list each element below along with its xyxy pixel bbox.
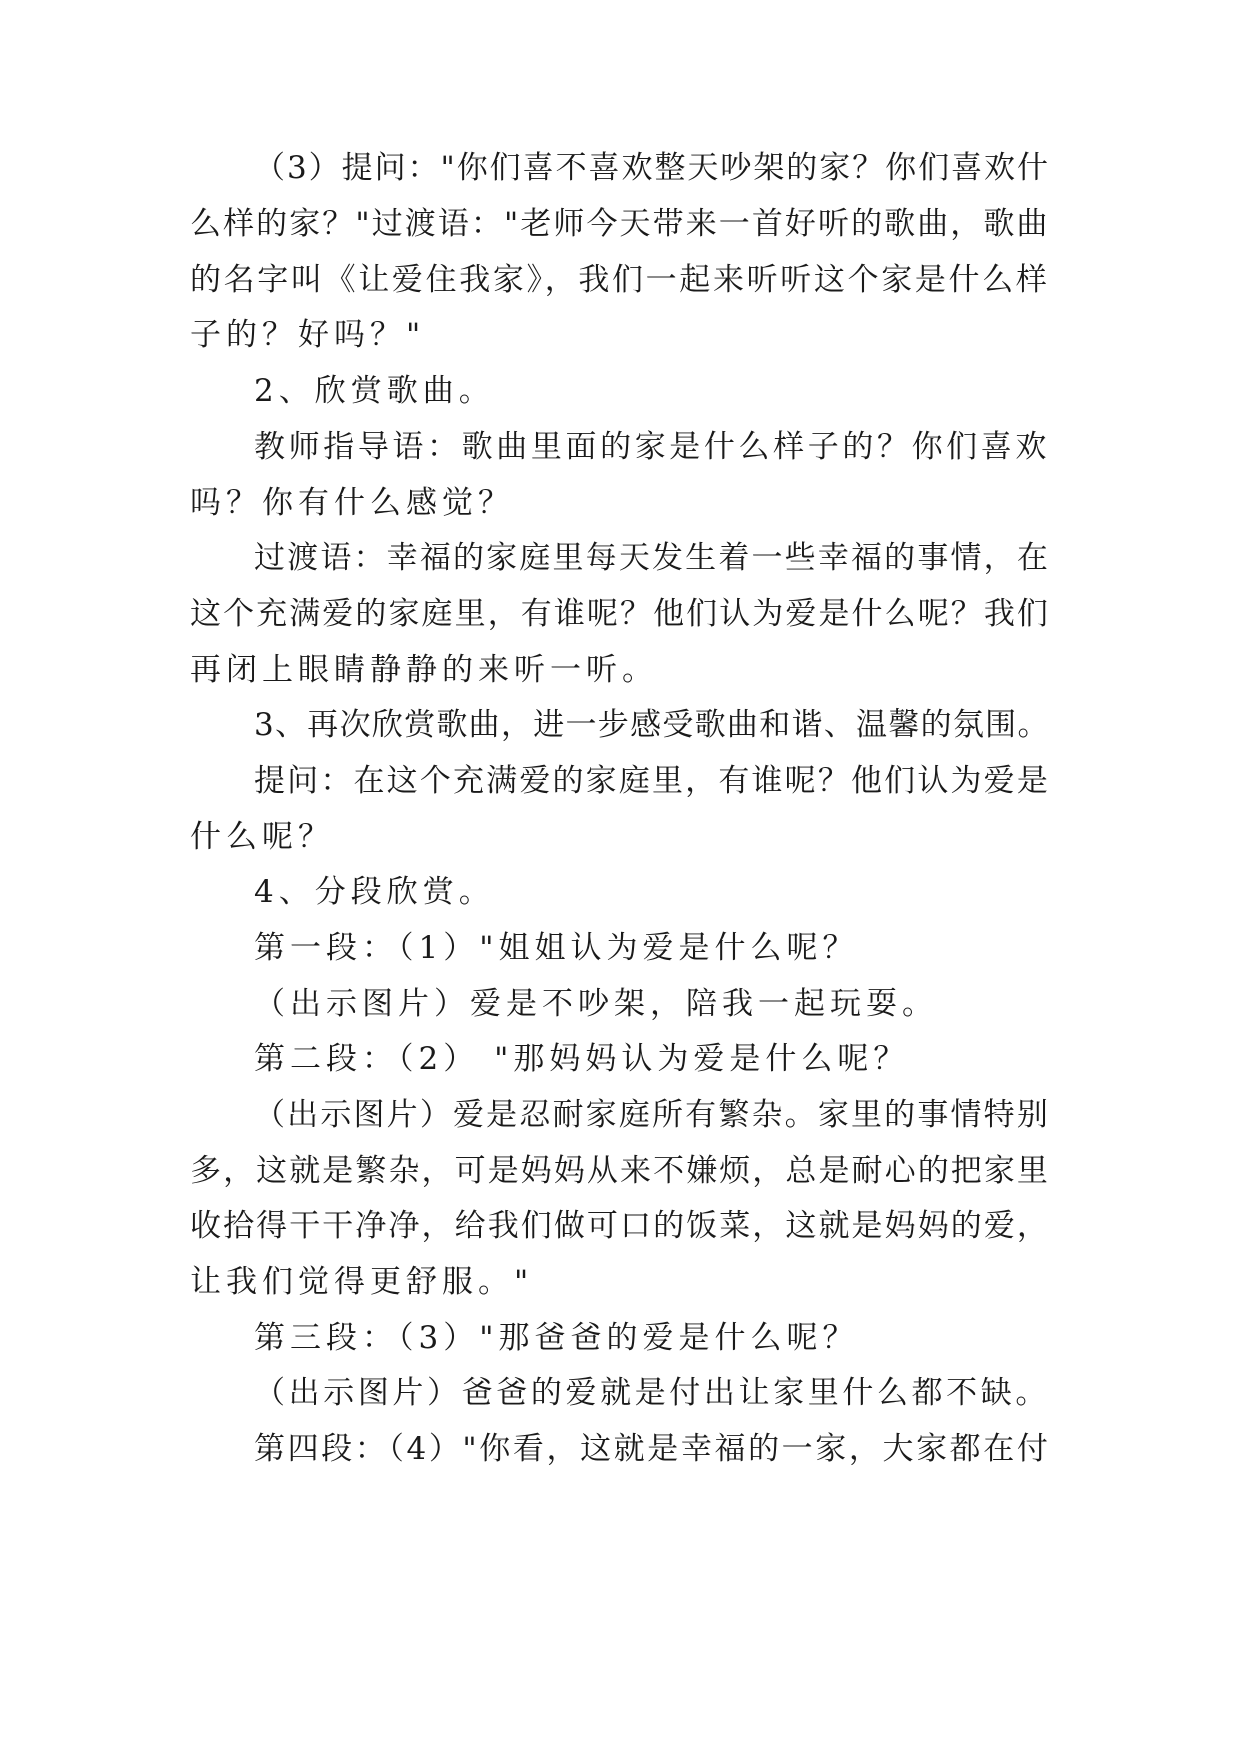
text-line: 子的？好吗？"	[190, 317, 426, 353]
text-line: 第三段：（3）"那爸爸的爱是什么呢？	[254, 1320, 859, 1356]
text-line: 提问：在这个充满爱的家庭里，有谁呢？他们认为爱是	[254, 763, 1050, 799]
text-line: 收拾得干干净净，给我们做可口的饭菜，这就是妈妈的爱，	[190, 1208, 1050, 1244]
text-line: 再闭上眼睛静静的来听一听。	[190, 652, 658, 688]
text-line: 让我们觉得更舒服。"	[190, 1264, 534, 1300]
text-line: （出示图片）爱是忍耐家庭所有繁杂。家里的事情特别	[254, 1097, 1050, 1133]
text-line: 过渡语：幸福的家庭里每天发生着一些幸福的事情，在	[254, 540, 1050, 576]
text-line: （出示图片）爱是不吵架，陪我一起玩耍。	[254, 986, 938, 1022]
text-line: 这个充满爱的家庭里，有谁呢？他们认为爱是什么呢？我们	[190, 596, 1050, 632]
text-line: 么样的家？"过渡语："老师今天带来一首好听的歌曲，歌曲	[190, 206, 1050, 242]
text-line: 4、分段欣赏。	[254, 874, 495, 910]
text-line: 教师指导语：歌曲里面的家是什么样子的？你们喜欢	[254, 429, 1050, 465]
text-line: 第一段：（1）"姐姐认为爱是什么呢？	[254, 930, 859, 966]
text-line: （出示图片）爸爸的爱就是付出让家里什么都不缺。	[254, 1375, 1050, 1411]
text-line: 多，这就是繁杂，可是妈妈从来不嫌烦，总是耐心的把家里	[190, 1153, 1050, 1189]
text-line: 2、欣赏歌曲。	[254, 373, 495, 409]
text-line: 的名字叫《让爱住我家》，我们一起来听听这个家是什么样	[190, 262, 1050, 298]
text-line: 3、再次欣赏歌曲，进一步感受歌曲和谐、温馨的氛围。	[254, 707, 1050, 743]
text-line: 第四段：（4）"你看，这就是幸福的一家，大家都在付	[254, 1431, 1051, 1467]
text-line: 什么呢？	[190, 819, 334, 855]
text-line: 第二段：（2） "那妈妈认为爱是什么呢？	[254, 1041, 910, 1077]
text-line: 吗？你有什么感觉？	[190, 485, 514, 521]
text-line: （3）提问："你们喜不喜欢整天吵架的家？你们喜欢什	[254, 150, 1050, 186]
